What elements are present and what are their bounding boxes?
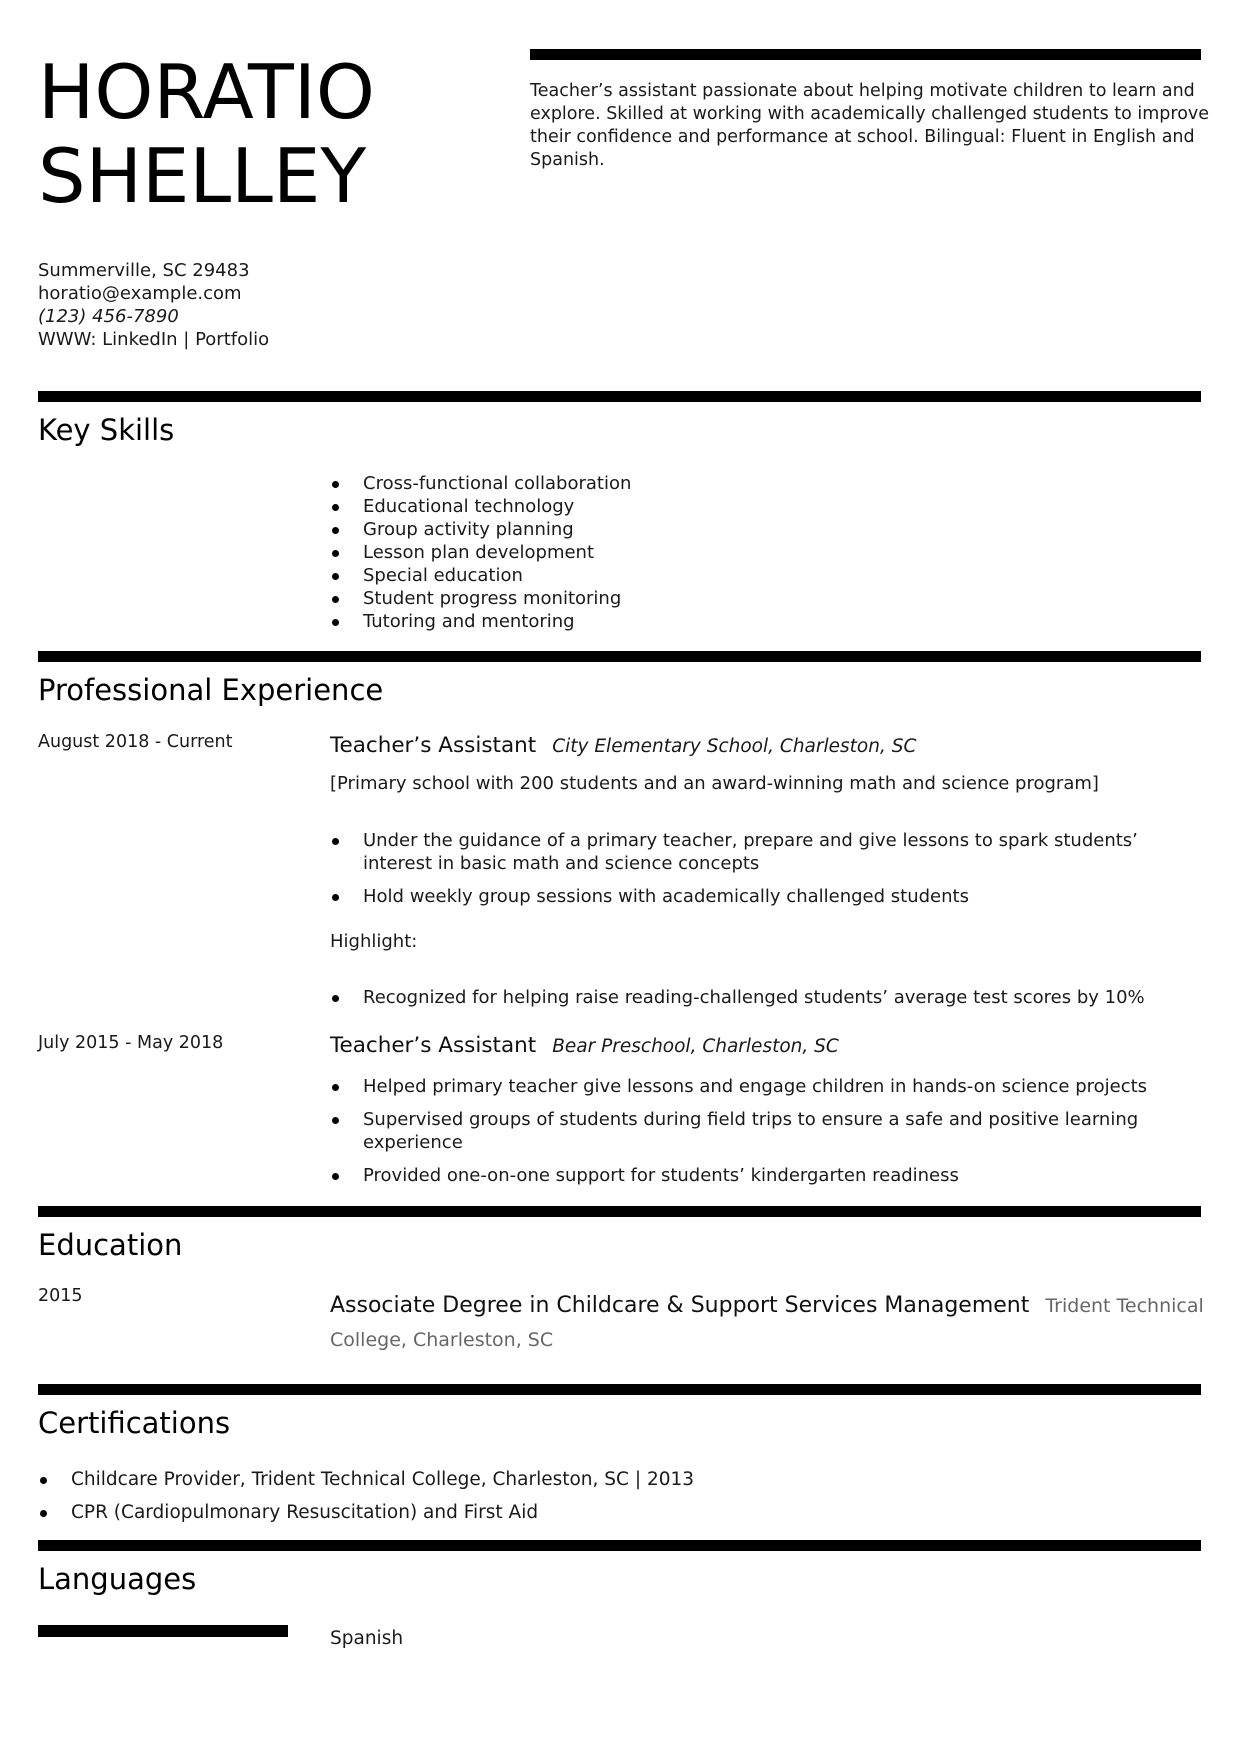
contact-block [38,259,458,351]
job-bullet: Helped primary teacher give lessons and engage children in hands-on science projects [330,1075,1210,1098]
last-name: SHELLEY [38,132,367,220]
section-title-education: Education [38,1228,183,1262]
skill-item: Lesson plan development [330,541,930,564]
first-name: HORATIO [38,48,375,136]
job-bullet: Under the guidance of a primary teacher, prepare and give lessons to spark students’ interest in basic math and science concepts [330,829,1210,875]
skills-list [330,472,930,633]
job-bullet: Supervised groups of students during field trips to ensure a safe and positive learning experience [330,1108,1210,1154]
skill-item: Group activity planning [330,518,930,541]
skill-item: Tutoring and mentoring [330,610,930,633]
contact-phone[interactable]: (123) 456-7890 [38,306,179,327]
education-entry [330,1289,1210,1357]
language-proficiency-track [38,1625,288,1637]
education-degree: Associate Degree in Childcare & Support Services Management [330,1293,1030,1318]
language-name: Spanish [330,1628,404,1649]
job-description: [Primary school with 200 students and an award-winning math and science program] [330,773,1099,794]
professional-summary: Teacher’s assistant passionate about helping motivate children to learn and explore. Skilled at working with academically challenged students to improve their confidence and performance at school. Bilingual: Fluent in English and Spanish. [530,81,1210,170]
section-divider-experience [38,651,1201,662]
highlight-list [330,986,1210,1019]
skill-item: Student progress monitoring [330,587,930,610]
job-bullet-list [330,829,1210,918]
skill-item: Educational technology [330,495,930,518]
certification-item: Childcare Provider, Trident Technical College, Charleston, SC | 2013 [38,1468,938,1491]
certification-item: CPR (Cardiopulmonary Resuscitation) and First Aid [38,1501,938,1524]
job-dates: August 2018 - Current [38,732,233,752]
job-bullet: Provided one-on-one support for students’ kindergarten readiness [330,1164,1210,1187]
contact-email[interactable]: horatio@example.com [38,283,242,304]
job-bullet-list [330,1075,1210,1197]
section-title-certifications: Certifications [38,1406,231,1440]
job-heading [330,1033,839,1058]
job-company: City Elementary School, Charleston, SC [552,736,917,757]
section-title-experience: Professional Experience [38,673,384,707]
education-year: 2015 [38,1286,83,1306]
section-divider-skills [38,391,1201,402]
job-title: Teacher’s Assistant [330,1033,537,1058]
job-dates: July 2015 - May 2018 [38,1033,224,1053]
job-bullet: Hold weekly group sessions with academically challenged students [330,885,1210,908]
section-divider-certifications [38,1384,1201,1395]
skill-item: Cross-functional collaboration [330,472,930,495]
candidate-name [38,50,498,218]
job-title: Teacher’s Assistant [330,733,537,758]
job-company: Bear Preschool, Charleston, SC [552,1036,839,1057]
skill-item: Special education [330,564,930,587]
education-school: Trident Technical College, Charleston, SC [330,1295,1204,1351]
certifications-list [38,1468,938,1534]
language-proficiency-bar [38,1625,288,1637]
contact-web[interactable]: WWW: LinkedIn | Portfolio [38,329,270,350]
contact-address: Summerville, SC 29483 [38,260,250,281]
highlight-bullet: Recognized for helping raise reading-challenged students’ average test scores by 10% [330,986,1210,1009]
highlight-label: Highlight: [330,931,418,952]
section-title-languages: Languages [38,1562,197,1596]
section-title-skills: Key Skills [38,413,175,447]
section-divider-languages [38,1540,1201,1551]
summary-divider [530,49,1201,60]
section-divider-education [38,1206,1201,1217]
job-heading [330,733,916,758]
